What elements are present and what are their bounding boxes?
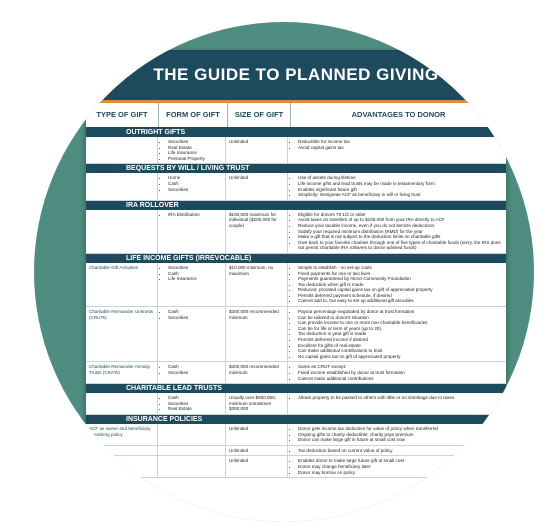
table-row bbox=[86, 424, 506, 446]
advantages-cell bbox=[288, 307, 506, 361]
advantage-item: • Permits deferred income if desired bbox=[298, 337, 503, 343]
gift-type-cell bbox=[86, 393, 158, 414]
advantage-item: • Donor may change beneficiary later bbox=[298, 464, 503, 470]
advantage-item: • Donor gets income tax deduction for value of policy when transferred bbox=[298, 426, 503, 432]
advantage-item: • Same as CRUT except: bbox=[298, 364, 503, 370]
advantage-item: • Make a gift that is not subject to the deduction limits on charitable gifts bbox=[298, 234, 503, 240]
advantages-cell bbox=[288, 393, 506, 414]
document-title: THE GUIDE TO PLANNED GIVING bbox=[153, 65, 439, 84]
section-heading: CHARITABLE LEAD TRUSTS bbox=[86, 384, 506, 393]
advantage-item: • Payout percentage negotiated by donor at trust formation bbox=[298, 309, 503, 315]
advantage-item: • Avoid capital gains tax bbox=[298, 145, 503, 151]
section-heading: LIFE INCOME GIFTS (IRREVOCABLE) bbox=[86, 254, 506, 263]
gift-form-cell bbox=[158, 456, 226, 477]
advantage-item: • Fixed income established by donor at trust formation bbox=[298, 370, 503, 376]
advantages-cell bbox=[288, 446, 506, 456]
gift-type-cell bbox=[86, 210, 158, 253]
gift-type-cell bbox=[86, 456, 158, 477]
gift-size-cell: Unlimited bbox=[226, 424, 288, 445]
column-header-size: SIZE OF GIFT bbox=[228, 103, 291, 127]
advantage-item: • Can be for life or term of years (up to 20) bbox=[298, 326, 503, 332]
gift-form-cell bbox=[158, 173, 226, 199]
advantages-cell bbox=[288, 362, 506, 383]
advantages-cell bbox=[288, 424, 506, 445]
gift-size-cell: $10,000 minimum, no maximum bbox=[226, 263, 288, 306]
gift-form-cell bbox=[158, 393, 226, 414]
gift-form-item: • Cash bbox=[168, 309, 222, 315]
section-heading: IRA ROLLOVER bbox=[86, 201, 506, 210]
advantage-item: • No capital gains tax on gift of appreciated property bbox=[298, 354, 503, 360]
advantage-item: • Can make additional contributions to trust bbox=[298, 348, 503, 354]
advantages-cell bbox=[288, 210, 506, 253]
gift-size-cell: Unlimited bbox=[226, 446, 288, 456]
advantages-cell bbox=[288, 456, 506, 477]
table-row bbox=[86, 307, 506, 362]
section-heading: INSURANCE POLICIES bbox=[86, 415, 506, 424]
advantage-item: • Use of assets during lifetime bbox=[298, 175, 503, 181]
gift-form-cell bbox=[158, 424, 226, 445]
advantage-item: • Can provide income to one or more non-charitable beneficiaries bbox=[298, 320, 503, 326]
table-row bbox=[86, 173, 506, 200]
gift-size-cell: Unlimited bbox=[226, 137, 288, 163]
advantages-cell bbox=[288, 137, 506, 163]
advantage-item: • Cannot make additional contributions bbox=[298, 376, 503, 382]
gift-form-item: • Cash bbox=[168, 364, 222, 370]
gift-form-item: • Cash bbox=[168, 271, 222, 277]
gift-size-cell: $300,000 recommended minimum bbox=[226, 362, 288, 383]
gift-form-cell bbox=[158, 137, 226, 163]
title-bar bbox=[86, 50, 506, 103]
column-header-type: TYPE OF GIFT bbox=[86, 103, 159, 127]
advantage-item: • Reduced, prorated capital gains tax on gift of appreciated property bbox=[298, 287, 503, 293]
advantage-item: • Permits deferred payment schedule, if desired bbox=[298, 293, 503, 299]
advantage-item: • Excellent for gifts of real estate bbox=[298, 343, 503, 349]
gift-type-cell bbox=[86, 137, 158, 163]
column-header-form: FORM OF GIFT bbox=[159, 103, 228, 127]
advantage-item: • Simplicity: Designate ACF as beneficiary in will or living trust bbox=[298, 192, 503, 198]
gift-form-item: • Securities bbox=[168, 315, 222, 321]
gift-type-cell: Charitable Remainder Annuity Trusts (CRATs) bbox=[86, 362, 158, 383]
section-heading: OUTRIGHT GIFTS bbox=[86, 128, 506, 137]
gift-form-cell bbox=[158, 307, 226, 361]
advantage-item: • Fixed payments for one or two lives bbox=[298, 271, 503, 277]
gift-type-cell bbox=[86, 173, 158, 199]
gift-form-item: • Real Estate bbox=[168, 406, 222, 412]
advantage-item: • Donor can make large gift in future at small cost now bbox=[298, 437, 503, 443]
gift-form-cell bbox=[158, 263, 226, 306]
gift-type-cell: Charitable Gift Annuities bbox=[86, 263, 158, 306]
gift-form-cell bbox=[158, 362, 226, 383]
advantage-item: • Cannot add to, but easy to set up additional gift annuities bbox=[298, 298, 503, 304]
table-row bbox=[86, 263, 506, 307]
advantage-item: • Enables donor to make large future gift at small cost bbox=[298, 458, 503, 464]
advantage-item: • Eligible for donors 70 1/2 or older bbox=[298, 212, 503, 218]
gift-type-cell: ACF as owner and beneficiary of existing policy bbox=[86, 424, 158, 445]
advantage-item: • Give back to your favorite charities through one of five types of charitable funds (sorry, the IRS does not permit charitable IRA rollovers to donor-advised funds) bbox=[298, 240, 503, 251]
gift-form-item: • Securities bbox=[168, 187, 222, 193]
gift-form-item: • Home bbox=[168, 175, 222, 181]
gift-form-item: • Securities bbox=[168, 139, 222, 145]
gift-form-item: • Real Estate bbox=[168, 145, 222, 151]
advantage-item: • Reduce your taxable income, even if you do not itemize deductions bbox=[298, 223, 503, 229]
gift-type-cell bbox=[86, 446, 158, 456]
gift-form-item: • IRA Distribution bbox=[168, 212, 222, 218]
advantage-item: • Donor may borrow on policy bbox=[298, 470, 503, 476]
gift-form-item: • Life Insurance bbox=[168, 150, 222, 156]
gift-form-item: • Cash bbox=[168, 181, 222, 187]
gift-size-cell: Usually over $500,000, minimum sometimes $300,000 bbox=[226, 393, 288, 414]
gift-form-item: • Personal Property bbox=[168, 156, 222, 162]
advantage-item: • Tax deduction when gift is made bbox=[298, 282, 503, 288]
table-row bbox=[86, 362, 506, 384]
advantage-item: • Life income gifts and lead trusts may be made in testamentary form bbox=[298, 181, 503, 187]
advantage-item: • Enables significant future gift bbox=[298, 187, 503, 193]
advantage-item: • Can be tailored to donor's situation bbox=[298, 315, 503, 321]
advantage-item: • Payments guaranteed by Akron Community Foundation bbox=[298, 276, 503, 282]
gift-form-item: • Cash bbox=[168, 395, 222, 401]
gift-type-cell: Charitable Remainder Unitrusts (CRUTs) bbox=[86, 307, 158, 361]
advantage-item: • Ongoing gifts to charity deductible; charity pays premium bbox=[298, 432, 503, 438]
guide-document bbox=[86, 50, 506, 522]
table-row bbox=[86, 393, 506, 415]
advantage-item: • Tax deduction based on current value of policy bbox=[298, 448, 503, 454]
circle-clip bbox=[34, 22, 534, 522]
gift-form-item: • Securities bbox=[168, 370, 222, 376]
column-header-advantages: ADVANTAGES TO DONOR bbox=[351, 110, 446, 119]
gift-size-cell: Unlimited bbox=[226, 456, 288, 477]
gift-size-cell: Unlimited bbox=[226, 173, 288, 199]
advantage-item: • Simple to establish - no set-up costs bbox=[298, 265, 503, 271]
gift-size-cell: $100,000 maximum for individual ($200,000 for couple) bbox=[226, 210, 288, 253]
table-row bbox=[86, 456, 506, 478]
advantage-item: • Allows property to be passed to others with little or no shrinkage due to taxes bbox=[298, 395, 503, 401]
gift-form-item: • Life Insurance bbox=[168, 276, 222, 282]
gift-form-cell bbox=[158, 446, 226, 456]
table-row bbox=[86, 210, 506, 254]
advantage-item: • Avoid taxes on transfers of up to $100,000 from your IRA directly to ACF bbox=[298, 217, 503, 223]
column-header-row bbox=[86, 103, 506, 128]
advantage-item: • Deductible for income tax bbox=[298, 139, 503, 145]
advantages-cell bbox=[288, 173, 506, 199]
section-heading: BEQUESTS BY WILL / LIVING TRUST bbox=[86, 164, 506, 173]
table-row bbox=[86, 446, 506, 457]
advantage-item: • Satisfy your required minimum distribution (RMD) for the year bbox=[298, 229, 503, 235]
gift-size-cell: $300,000 recommended minimum bbox=[226, 307, 288, 361]
advantages-cell bbox=[288, 263, 506, 306]
table-body bbox=[86, 128, 506, 478]
advantage-item: • Tax deduction in year gift is made bbox=[298, 331, 503, 337]
table-row bbox=[86, 137, 506, 164]
gift-form-item: • Securities bbox=[168, 265, 222, 271]
gift-form-item: • Securities bbox=[168, 401, 222, 407]
gift-form-cell bbox=[158, 210, 226, 253]
